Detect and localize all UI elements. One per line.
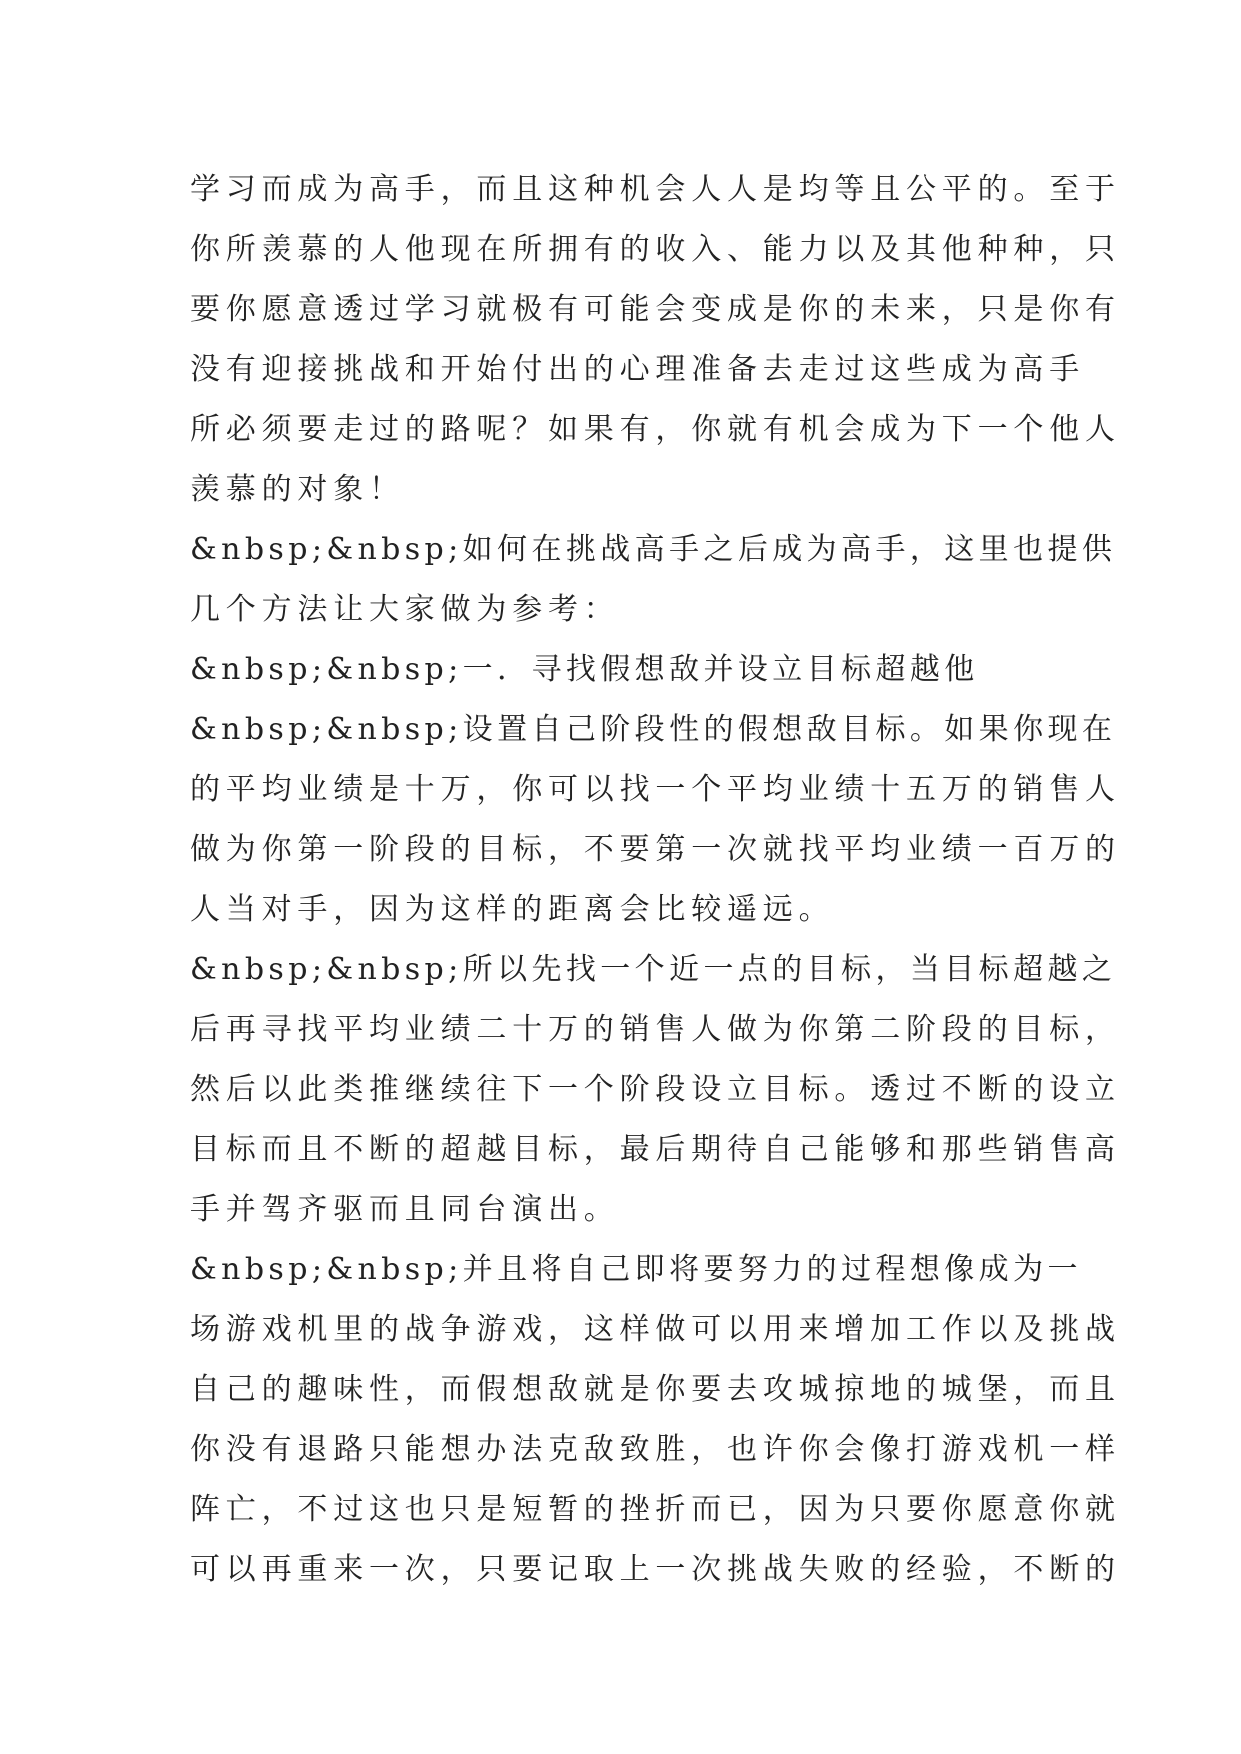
- text-line: 所必须要走过的路呢？如果有，你就有机会成为下一个他人: [190, 412, 1121, 447]
- text-line: 学习而成为高手，而且这种机会人人是均等且公平的。至于: [190, 172, 1121, 207]
- text-line: &nbsp;&nbsp;如何在挑战高手之后成为高手，这里也提供: [190, 532, 1117, 567]
- text-line: &nbsp;&nbsp;所以先找一个近一点的目标，当目标超越之: [190, 952, 1117, 987]
- text-line: 场游戏机里的战争游戏，这样做可以用来增加工作以及挑战: [190, 1312, 1121, 1347]
- text-line: 然后以此类推继续往下一个阶段设立目标。透过不断的设立: [190, 1072, 1121, 1107]
- document-body: [190, 160, 1121, 1600]
- text-line: &nbsp;&nbsp;设置自己阶段性的假想敌目标。如果你现在: [190, 712, 1117, 747]
- text-line: 阵亡，不过这也只是短暂的挫折而已，因为只要你愿意你就: [190, 1492, 1121, 1527]
- text-line: 可以再重来一次，只要记取上一次挑战失败的经验，不断的: [190, 1552, 1121, 1587]
- text-line: &nbsp;&nbsp;并且将自己即将要努力的过程想像成为一: [190, 1252, 1082, 1287]
- text-line: 自己的趣味性，而假想敌就是你要去攻城掠地的城堡，而且: [190, 1372, 1121, 1407]
- text-line: 的平均业绩是十万，你可以找一个平均业绩十五万的销售人: [190, 772, 1121, 807]
- text-line: 人当对手，因为这样的距离会比较遥远。: [190, 892, 835, 927]
- text-line: 没有迎接挑战和开始付出的心理准备去走过这些成为高手: [190, 352, 1085, 387]
- text-line: 你所羡慕的人他现在所拥有的收入、能力以及其他种种，只: [190, 232, 1121, 267]
- text-line: 要你愿意透过学习就极有可能会变成是你的未来，只是你有: [190, 292, 1121, 327]
- text-line: 目标而且不断的超越目标，最后期待自己能够和那些销售高: [190, 1132, 1121, 1167]
- text-line: 几个方法让大家做为参考：: [190, 592, 620, 627]
- text-line: 做为你第一阶段的目标，不要第一次就找平均业绩一百万的: [190, 832, 1121, 867]
- text-line: 你没有退路只能想办法克敌致胜，也许你会像打游戏机一样: [190, 1432, 1121, 1467]
- text-line: 手并驾齐驱而且同台演出。: [190, 1192, 620, 1227]
- text-line: 后再寻找平均业绩二十万的销售人做为你第二阶段的目标，: [190, 1012, 1121, 1047]
- text-line: 羡慕的对象！: [190, 472, 405, 507]
- text-line: &nbsp;&nbsp;一．寻找假想敌并设立目标超越他: [190, 652, 979, 687]
